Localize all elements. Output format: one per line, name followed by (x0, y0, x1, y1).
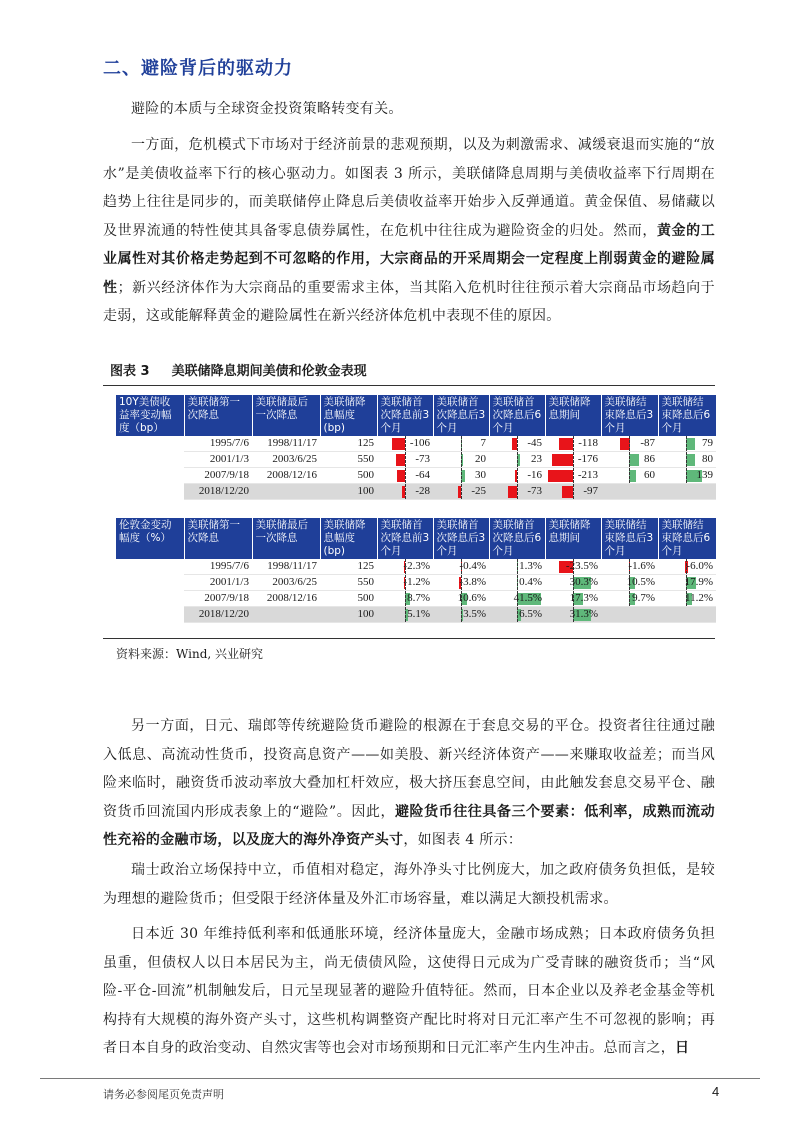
value-cell (433, 484, 489, 500)
table1-header-6: 美联储首次降息后6个月 (489, 395, 545, 436)
value-label: 41.5% (513, 592, 542, 604)
cut-size: 500 (320, 468, 377, 484)
value-label: 7 (480, 437, 486, 449)
table1-header-5: 美联储首次降息后3个月 (433, 395, 489, 436)
paragraph-5-emphasis: 日 (675, 1040, 690, 1056)
value-cell (658, 484, 716, 500)
value-label: 11.2% (684, 592, 713, 604)
bar-axis (517, 468, 518, 483)
value-label: -6.0% (686, 560, 713, 572)
last-cut-date: 2003/6/25 (252, 575, 320, 591)
row-spacer (116, 452, 184, 468)
table1-header-9: 美联储结束降息后6个月 (658, 395, 716, 436)
last-cut-date: 2008/12/16 (252, 591, 320, 607)
table2-header-4: 美联储首次降息前3个月 (377, 518, 433, 559)
value-bar (686, 438, 695, 450)
first-cut-date: 2007/9/18 (184, 468, 252, 484)
section-title: 二、避险背后的驱动力 (103, 58, 293, 79)
bar-axis (686, 452, 687, 467)
value-cell (489, 452, 545, 468)
value-cell (489, 468, 545, 484)
table2-header-3: 美联储降息幅度 (bp) (320, 518, 377, 559)
value-cell (489, 484, 545, 500)
bar-axis (629, 468, 630, 483)
value-label: -1.6% (628, 560, 655, 572)
treasury-yield-table (116, 395, 717, 500)
value-label: 5.1% (407, 608, 430, 620)
bar-axis (629, 436, 630, 451)
bar-axis (461, 468, 462, 483)
value-label: -2.3% (403, 560, 430, 572)
row-spacer (116, 575, 184, 591)
figure-bottom-rule (103, 638, 715, 639)
row-spacer (116, 436, 184, 452)
last-cut-date: 2008/12/16 (252, 468, 320, 484)
bar-axis (461, 484, 462, 499)
value-cell (658, 559, 716, 575)
value-cell (377, 591, 433, 607)
bar-axis (517, 484, 518, 499)
last-cut-date: 1998/11/17 (252, 436, 320, 452)
table1-header-2: 美联储最后一次降息 (252, 395, 320, 436)
value-label: -73 (415, 453, 430, 465)
value-label: -87 (640, 437, 655, 449)
value-label: 9.7% (632, 592, 655, 604)
first-cut-date: 2007/9/18 (184, 591, 252, 607)
paragraph-2-text-a: 一方面，危机模式下市场对于经济前景的悲观预期，以及为刺激需求、减缓衰退而实施的“放水”是美债收益率下行的核心驱动力。如图表 3 所示，美联储降息周期与美债收益率下行周期在趋势上往往是同步的，而美联储停止降息后美债收益率开始步入反弹通道。黄金保值、易储藏以及世界流通的特性使其具备零息债券属性，在危机中往往成为避险资金的归处。然而， (103, 137, 715, 239)
figure-caption: 美联储降息期间美债和伦敦金表现 (171, 364, 367, 379)
value-cell (545, 607, 601, 623)
paragraph-3-text-c: ，如图表 4 所示： (403, 832, 523, 848)
value-bar (629, 454, 639, 466)
value-cell (601, 559, 658, 575)
value-cell (658, 607, 716, 623)
value-label: 79 (702, 437, 713, 449)
bar-axis (405, 436, 406, 451)
paragraph-5 (103, 920, 715, 1063)
bar-axis (461, 436, 462, 451)
value-label: 10.5% (626, 576, 655, 588)
table1-header-row (116, 395, 716, 436)
table2-header-1: 美联储第一次降息 (184, 518, 252, 559)
value-cell (601, 468, 658, 484)
value-label: 17.9% (684, 576, 713, 588)
table-row (116, 468, 716, 484)
value-bar (397, 470, 405, 482)
value-cell (377, 559, 433, 575)
bar-axis (405, 468, 406, 483)
value-label: -213 (577, 469, 598, 481)
value-cell (433, 452, 489, 468)
value-cell (489, 607, 545, 623)
table2-header-row (116, 518, 716, 559)
paragraph-3 (103, 712, 715, 855)
first-cut-date: 2018/12/20 (184, 484, 252, 500)
value-cell (545, 484, 601, 500)
value-cell (489, 559, 545, 575)
bar-axis (461, 452, 462, 467)
figure-label: 图表 3 (110, 364, 150, 379)
table-row (116, 575, 716, 591)
value-label: -1.2% (403, 576, 430, 588)
value-cell (658, 452, 716, 468)
value-label: 17.3% (569, 592, 598, 604)
row-spacer (116, 559, 184, 575)
value-label: -0.4% (459, 560, 486, 572)
table-row (116, 607, 716, 623)
value-cell (489, 436, 545, 452)
value-cell (601, 607, 658, 623)
paragraph-2 (103, 131, 715, 331)
value-label: 30.3% (569, 576, 598, 588)
value-bar (548, 470, 573, 482)
value-cell (377, 575, 433, 591)
table2-header-8: 美联储结束降息后3个月 (601, 518, 658, 559)
last-cut-date: 1998/11/17 (252, 559, 320, 575)
table2-header-9: 美联储结束降息后6个月 (658, 518, 716, 559)
first-cut-date: 1995/7/6 (184, 436, 252, 452)
value-cell (658, 468, 716, 484)
value-label: -176 (577, 453, 598, 465)
last-cut-date: 2003/6/25 (252, 452, 320, 468)
bar-axis (405, 452, 406, 467)
value-cell (658, 575, 716, 591)
first-cut-date: 1995/7/6 (184, 559, 252, 575)
bar-axis (573, 452, 574, 467)
table1-header-0: 10Y美债收益率变动幅度（bp） (116, 395, 184, 436)
paragraph-1 (103, 95, 715, 124)
value-cell (377, 436, 433, 452)
value-cell (545, 452, 601, 468)
value-cell (377, 607, 433, 623)
last-cut-date (252, 484, 320, 500)
table2-header-0: 伦敦金变动幅度（%） (116, 518, 184, 559)
paragraph-2-emphasis: 黄金的工业属性对其价格走势起到不可忽略的作用，大宗商品的开采周期会一定程度上削弱黄金的避险属性 (103, 222, 716, 296)
table1-header-4: 美联储首次降息前3个月 (377, 395, 433, 436)
figure-title (110, 360, 367, 379)
row-spacer (116, 484, 184, 500)
paragraph-5-text: 日本近 30 年维持低利率和低通胀环境，经济体量庞大，金融市场成熟；日本政府债务负担虽重，但债权人以日本居民为主，尚无债债风险，这使得日元成为广受青睐的融资货币；当“风险-平仓-回流”机制触发后，日元呈现显著的避险升值特征。然而，日本企业以及养老金基金等机构持有大规模的海外资产头寸，这些机构调整资产配比时将对日元汇率产生不可忽视的影响；再者日本自身的政治变动、自然灾害等也会对市场预期和日元汇率产生内生冲击。总而言之， (103, 926, 715, 1056)
table1-header-8: 美联储结束降息后3个月 (601, 395, 658, 436)
value-label: -3.8% (459, 576, 486, 588)
value-label: 30 (475, 469, 486, 481)
last-cut-date (252, 607, 320, 623)
table1-header-1: 美联储第一次降息 (184, 395, 252, 436)
cut-size: 550 (320, 575, 377, 591)
table2-header-7: 美联储降息期间 (545, 518, 601, 559)
value-label: -23.5% (565, 560, 598, 572)
row-spacer (116, 607, 184, 623)
value-label: 60 (644, 469, 655, 481)
value-label: 23 (531, 453, 542, 465)
paragraph-3-text-a: 另一方面，日元、瑞郎等传统避险货币避险的根源在于套息交易的平仓。投资者往往通过融入低息、高流动性货币，投资高息资产——如美股、新兴经济体资产——来赚取收益差；而当风险来临时，融资货币波动率放大叠加杠杆效应，极大挤压套息空间，由此触发套息交易平仓、融资货币回流国内形成表象上的“避险”。因此， (103, 718, 715, 820)
value-label: 80 (702, 453, 713, 465)
value-cell (658, 591, 716, 607)
value-label: -16 (527, 469, 542, 481)
value-label: 86 (644, 453, 655, 465)
paragraph-1-text: 避险的本质与全球资金投资策略转变有关。 (131, 101, 403, 117)
bar-axis (573, 436, 574, 451)
page-number: 4 (712, 1084, 720, 1099)
value-label: 6.5% (519, 608, 542, 620)
value-label: 31.3% (569, 608, 598, 620)
value-cell (489, 591, 545, 607)
value-cell (545, 559, 601, 575)
value-bar (686, 454, 695, 466)
paragraph-4 (103, 856, 715, 913)
cut-size: 550 (320, 452, 377, 468)
table-row (116, 484, 716, 500)
value-label: 1.3% (519, 560, 542, 572)
table1-header-7: 美联储降息期间 (545, 395, 601, 436)
value-cell (545, 575, 601, 591)
value-cell (601, 436, 658, 452)
value-label: -64 (415, 469, 430, 481)
row-spacer (116, 591, 184, 607)
value-label: 0.4% (519, 576, 542, 588)
value-cell (658, 436, 716, 452)
value-label: 20 (475, 453, 486, 465)
bar-axis (405, 484, 406, 499)
table2-body (116, 559, 716, 623)
cut-size: 100 (320, 607, 377, 623)
first-cut-date: 2018/12/20 (184, 607, 252, 623)
paragraph-3-emphasis: 避险货币往往具备三个要素：低利率，成熟而流动性充裕的金融市场，以及庞大的海外净资产头寸 (103, 803, 715, 848)
value-bar (396, 454, 405, 466)
cut-size: 500 (320, 591, 377, 607)
value-bar (559, 438, 573, 450)
table-row (116, 559, 716, 575)
value-label: 10.6% (457, 592, 486, 604)
figure-top-rule (103, 385, 715, 386)
value-cell (433, 607, 489, 623)
value-label: -25 (471, 485, 486, 497)
value-cell (545, 591, 601, 607)
value-bar (392, 438, 405, 450)
bar-axis (517, 452, 518, 467)
table-row (116, 452, 716, 468)
cut-size: 125 (320, 559, 377, 575)
value-cell (545, 436, 601, 452)
table1-body (116, 436, 716, 500)
table-row (116, 591, 716, 607)
first-cut-date: 2001/1/3 (184, 575, 252, 591)
value-bar (629, 470, 636, 482)
cut-size: 125 (320, 436, 377, 452)
gold-price-table (116, 518, 717, 623)
value-label: -28 (415, 485, 430, 497)
value-label: -118 (578, 437, 598, 449)
value-bar (562, 486, 573, 498)
source-note: 资料来源：Wind, 兴业研究 (116, 647, 264, 661)
table2-header-2: 美联储最后一次降息 (252, 518, 320, 559)
row-spacer (116, 468, 184, 484)
value-cell (601, 484, 658, 500)
value-cell (545, 468, 601, 484)
bar-axis (573, 484, 574, 499)
value-cell (433, 591, 489, 607)
cut-size: 100 (320, 484, 377, 500)
value-label: 139 (696, 469, 713, 481)
value-label: 8.7% (407, 592, 430, 604)
value-cell (601, 452, 658, 468)
value-bar (552, 454, 573, 466)
value-label: -45 (527, 437, 542, 449)
paragraph-4-text: 瑞士政治立场保持中立，币值相对稳定，海外净头寸比例庞大，加之政府债务负担低，是较为理想的避险货币；但受限于经济体量及外汇市场容量，难以满足大额投机需求。 (103, 862, 715, 907)
value-label: 3.5% (463, 608, 486, 620)
bar-axis (629, 452, 630, 467)
first-cut-date: 2001/1/3 (184, 452, 252, 468)
value-cell (433, 468, 489, 484)
value-cell (433, 575, 489, 591)
value-label: -97 (583, 485, 598, 497)
value-cell (377, 452, 433, 468)
value-cell (489, 575, 545, 591)
paragraph-2-text-c: ；新兴经济体作为大宗商品的重要需求主体，当其陷入危机时往往预示着大宗商品市场趋向于走弱，这或能解释黄金的避险属性在新兴经济体危机中表现不佳的原因。 (103, 279, 715, 324)
bar-axis (686, 436, 687, 451)
footer-rule (40, 1078, 760, 1079)
value-cell (377, 484, 433, 500)
footer-disclaimer: 请务必参阅尾页免责声明 (103, 1088, 224, 1101)
value-cell (377, 468, 433, 484)
table-row (116, 436, 716, 452)
table1-header-3: 美联储降息幅度 (bp) (320, 395, 377, 436)
bar-axis (686, 468, 687, 483)
value-cell (433, 436, 489, 452)
bar-axis (517, 436, 518, 451)
table2-header-6: 美联储首次降息后6个月 (489, 518, 545, 559)
table2-header-5: 美联储首次降息后3个月 (433, 518, 489, 559)
bar-axis (573, 468, 574, 483)
value-cell (601, 575, 658, 591)
value-cell (433, 559, 489, 575)
value-bar (508, 486, 517, 498)
value-label: -106 (409, 437, 430, 449)
value-label: -73 (527, 485, 542, 497)
value-cell (601, 591, 658, 607)
